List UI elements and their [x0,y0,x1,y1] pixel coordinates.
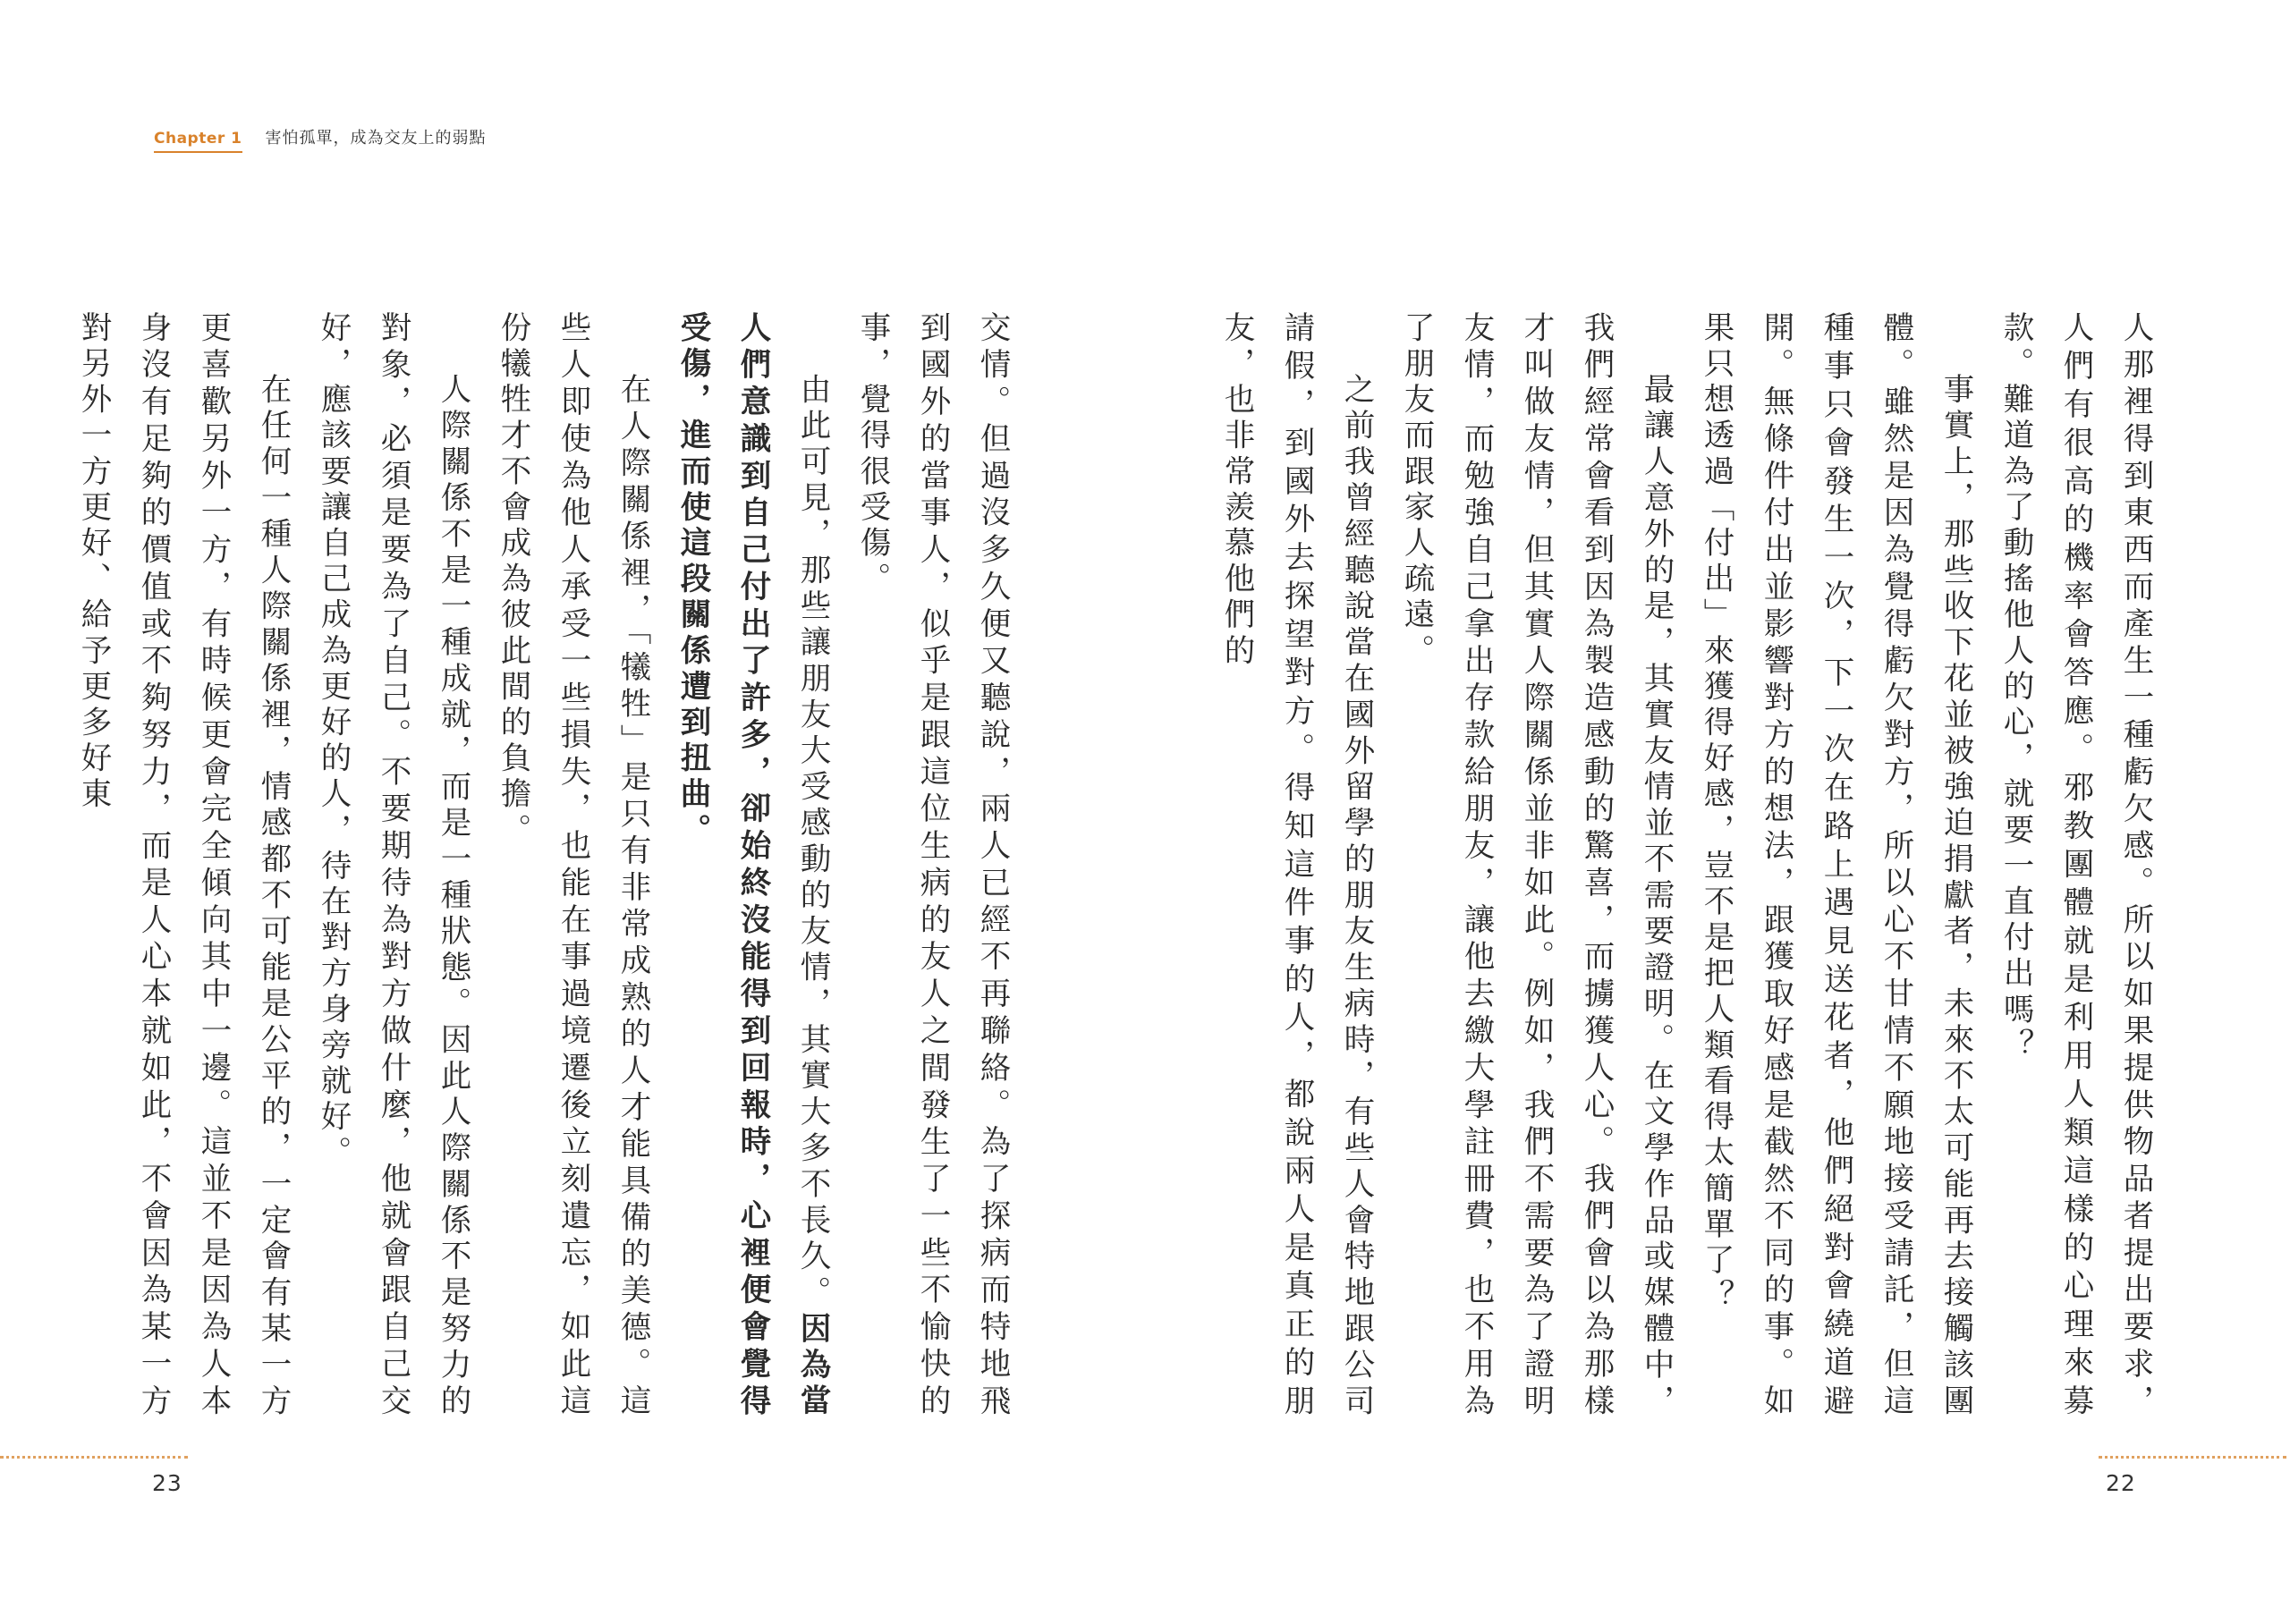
paragraph: 之前我曾經聽說當在國外留學的朋友生病時，有些人會特地跟公司請假，到國外去探望對方。得知這件事的人，都說兩人是真正的朋友，也非常羨慕他們的 [1218,311,1374,1420]
paragraph: 在人際關係裡，「犧牲」是只有非常成熟的人才能具備的美德。這些人即使為他人承受一些損失，也能在事過境遷後立刻遺忘，如此這份犧牲才不會成為彼此間的負擔。 [495,311,650,1420]
paragraph-with-emphasis [662,311,842,1420]
paragraph: 人際關係不是一種成就，而是一種狀態。因此人際關係不是努力的對象，必須是要為了自己。不要期待為對方做什麼，他就會跟自己交好，應該要讓自己成為更好的人，待在對方身旁就好。 [315,311,471,1420]
page-number-left: 23 [152,1470,182,1496]
paragraph: 人那裡得到東西而產生一種虧欠感。所以如果提供物品者提出要求，人們有很高的機率會答應。邪教團體就是利用人類這樣的心理來募款。難道為了動搖他人的心，就要一直付出嗎？ [1997,311,2153,1420]
right-page-body [1218,311,2165,1420]
emphasis-text: 因為當人們意識到自己付出了許多，卻始終沒能得到回報時，心裡便會覺得受傷，進而使這段關係遭到扭曲。 [674,311,830,1420]
footer-rule-left [0,1456,188,1459]
footer-rule-right [2099,1456,2286,1459]
paragraph: 在任何一種人際關係裡，情感都不可能是公平的，一定會有某一方更喜歡另外一方，有時候更會完全傾向其中一邊。這並不是因為人本身沒有足夠的價值或不夠努力，而是人心本就如此，不會因為某一方對另外一方更好、給予更多好東 [75,311,291,1420]
chapter-title: 害怕孤單，成為交友上的弱點 [265,129,487,148]
paragraph: 事實上，那些收下花並被強迫捐獻者，未來不太可能再去接觸該團體。雖然是因為覺得虧欠對方，所以心不甘情不願地接受請託，但這種事只會發生一次，下一次在路上遇見送花者，他們絕對會繞道避開。無條件付出並影響對方的想法，跟獲取好感是截然不同的事。如果只想透過「付出」來獲得好感，豈不是把人類看得太簡單了？ [1698,311,1973,1420]
paragraph-lead: 由此可見，那些讓朋友大受感動的友情，其實大多不長久。 [794,373,830,1313]
paragraph: 最讓人意外的是，其實友情並不需要證明。在文學作品或媒體中，我們經常會看到因為製造感動的驚喜，而擄獲人心。我們會以為那樣才叫做友情，但其實人際關係並非如此。例如，我們不需要為了證明友情，而勉強自己拿出存款給朋友，讓他去繳大學註冊費，也不用為了朋友而跟家人疏遠。 [1398,311,1674,1420]
running-header [154,125,487,153]
paragraph: 交情。但過沒多久便又聽說，兩人已經不再聯絡。為了探病而特地飛到國外的當事人，似乎是跟這位生病的友人之間發生了一些不愉快的事，覺得很受傷。 [854,311,1010,1420]
chapter-label: Chapter 1 [154,130,242,153]
left-page-body [75,311,1022,1420]
page-number-right: 22 [2106,1470,2136,1496]
